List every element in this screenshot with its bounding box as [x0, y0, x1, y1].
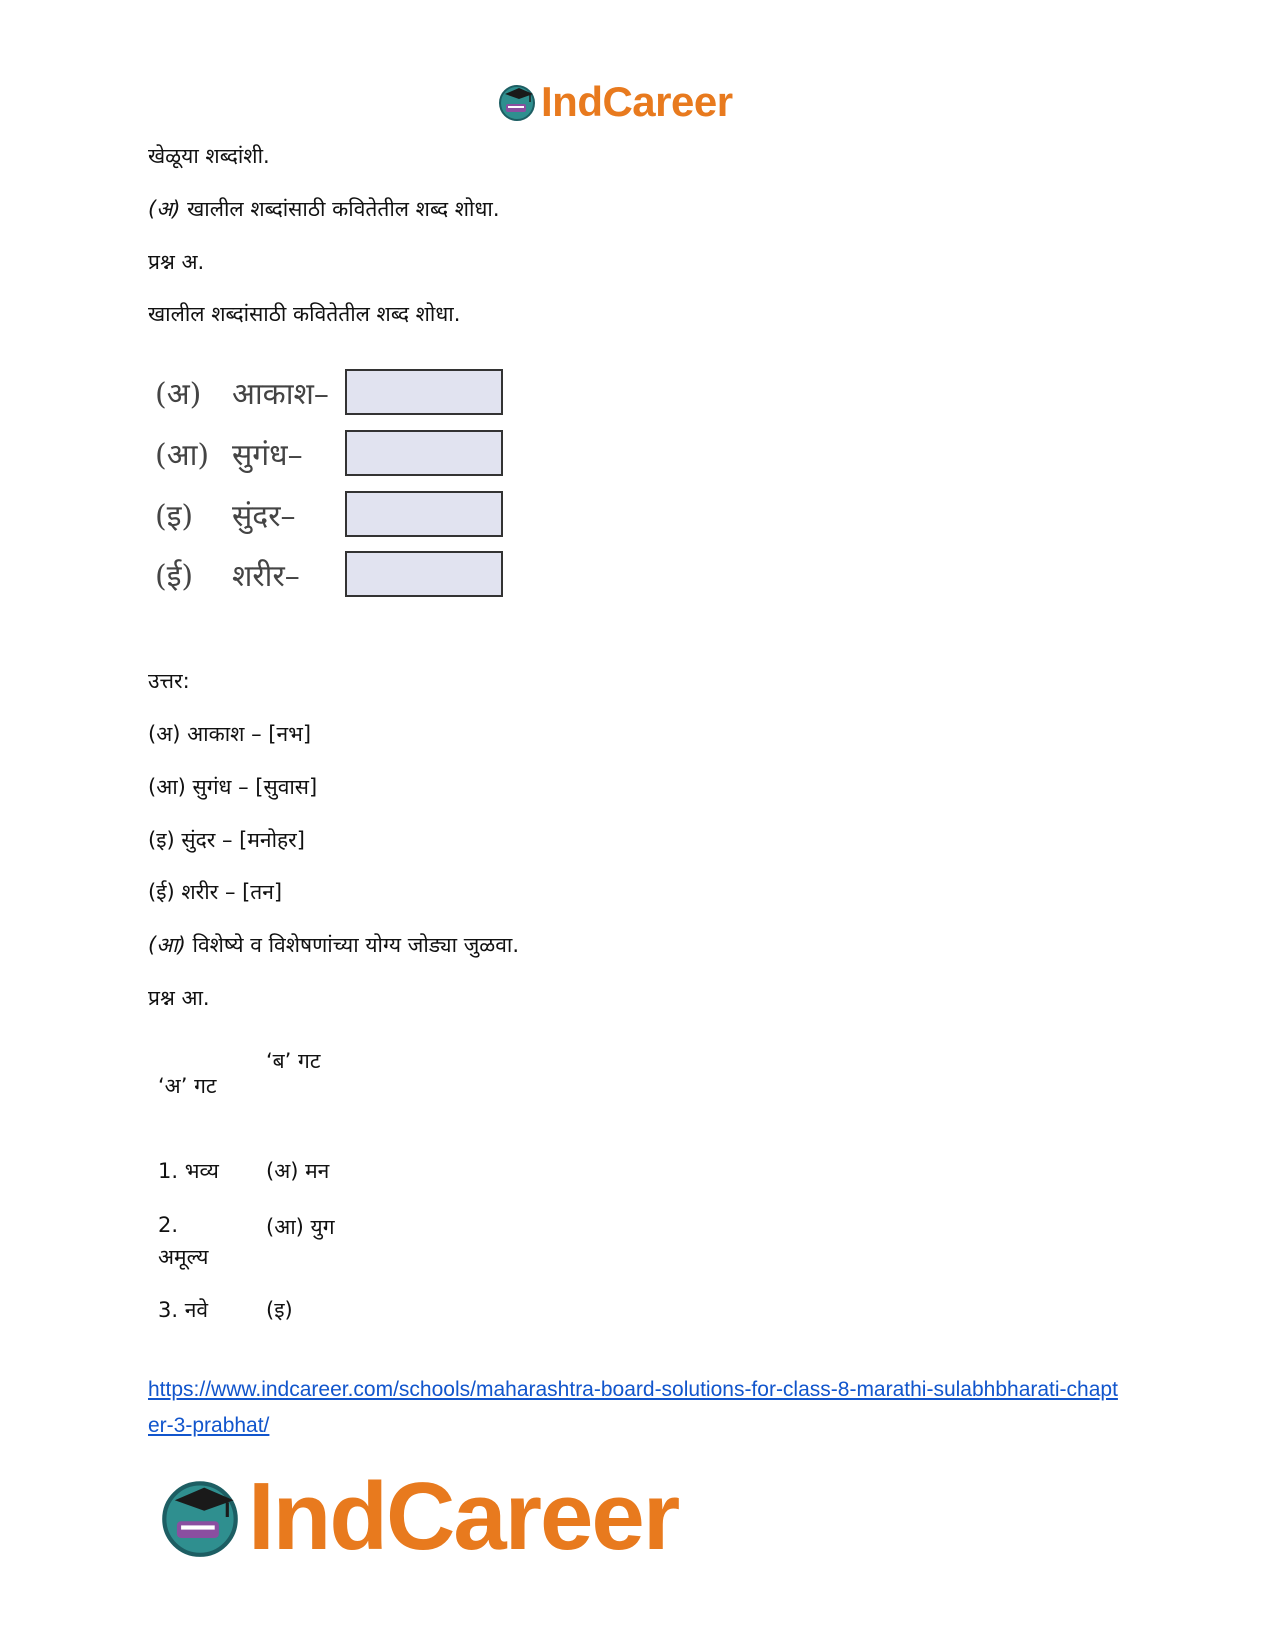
table-cell: 2. [158, 1213, 179, 1237]
question-b-instruction [148, 931, 519, 959]
exercise-word: सुंदर– [232, 498, 296, 534]
answer-line: (अ) आकाश – [नभ] [148, 722, 312, 746]
section-heading: खेळूया शब्दांशी. [148, 144, 270, 168]
answer-line: (ई) शरीर – [तन] [148, 880, 283, 904]
question-a-text: खालील शब्दांसाठी कवितेतील शब्द शोधा. [180, 197, 500, 221]
table-cell: (इ) [266, 1298, 293, 1322]
graduation-globe-icon [158, 1475, 242, 1559]
exercise-word: शरीर– [232, 558, 300, 594]
table-cell: अमूल्य [158, 1245, 209, 1269]
exercise-marker: (अ) [155, 376, 202, 412]
exercise-row [155, 548, 350, 600]
table-cell: (अ) मन [266, 1159, 330, 1183]
question-a-label: प्रश्न अ. [148, 250, 205, 274]
question-a-prefix: (अ) [148, 197, 181, 221]
question-b-text: विशेष्ये व विशेषणांच्या योग्य जोड्या जुळवा. [185, 933, 520, 957]
answer-box [345, 369, 503, 415]
answer-line: (आ) सुगंध – [सुवास] [148, 775, 318, 799]
exercise-row [155, 488, 350, 540]
table-cell: 3. नवे [158, 1298, 209, 1322]
column-b-header: ‘ब’ गट [266, 1049, 321, 1073]
header-logo[interactable] [497, 78, 733, 126]
question-a-restated: खालील शब्दांसाठी कवितेतील शब्द शोधा. [148, 302, 461, 326]
exercise-word: आकाश– [232, 376, 329, 412]
question-a-instruction [148, 195, 500, 223]
source-link[interactable]: https://www.indcareer.com/schools/maharashtra-board-solutions-for-class-8-marathi-sulabhbharati-chapter-3-prabhat/ [148, 1378, 1118, 1437]
exercise-marker: (इ) [155, 498, 194, 534]
graduation-globe-icon [497, 82, 537, 122]
exercise-row [155, 427, 350, 479]
footer-logo[interactable] [158, 1462, 678, 1572]
answer-box [345, 430, 503, 476]
question-b-label: प्रश्न आ. [148, 986, 210, 1010]
answer-box [345, 491, 503, 537]
table-cell: 1. भव्य [158, 1159, 219, 1183]
answer-box [345, 551, 503, 597]
answer-line: (इ) सुंदर – [मनोहर] [148, 828, 305, 852]
exercise-word: सुगंध– [232, 437, 303, 473]
exercise-marker: (ई) [155, 558, 194, 594]
exercise-row [155, 366, 350, 418]
column-a-header: ‘अ’ गट [158, 1074, 217, 1098]
answer-label: उत्तर: [148, 669, 190, 693]
table-cell: (आ) युग [266, 1215, 335, 1239]
brand-name: IndCareer [248, 1463, 679, 1570]
brand-name: IndCareer [541, 78, 733, 125]
exercise-marker: (आ) [155, 437, 210, 473]
question-b-prefix: (आ) [148, 933, 186, 957]
